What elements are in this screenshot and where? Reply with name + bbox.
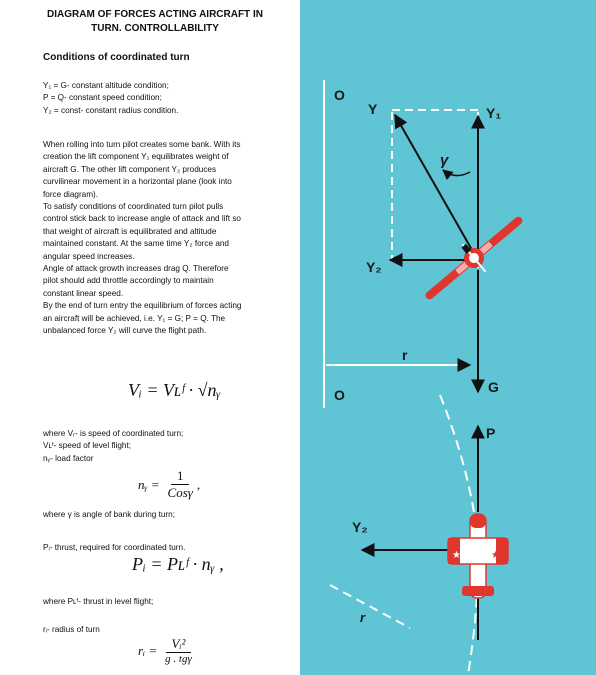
load-factor-fraction	[164, 468, 197, 501]
label-y2-bottom: Y₂	[352, 519, 368, 535]
gamma-arc	[443, 170, 470, 176]
body-line: force diagram).	[43, 189, 99, 199]
body-line: To satisfy conditions of coordinated turn pilot pulls	[43, 202, 224, 212]
body-line: constant linear speed.	[43, 288, 124, 298]
thrust-definition: where Pʟᶠ- thrust in level flight;	[43, 597, 154, 606]
condition-item: Y₂ = const- constant radius condition.	[43, 105, 179, 115]
condition-item: Y₁ = G- constant altitude condition;	[43, 81, 169, 90]
body-line: unbalanced force Y₂ will curve the flight path.	[43, 326, 207, 336]
definition-line: where Vᵣ- is speed of coordinated turn;	[43, 429, 184, 438]
label-y: Y	[368, 101, 378, 117]
load-factor-lhs: nᵧ =	[138, 476, 160, 492]
page-title	[30, 8, 280, 36]
force-diagram-svg	[300, 0, 596, 675]
body-line: creation the lift component Y₁ equilibrates weight of	[43, 152, 229, 162]
label-p: P	[486, 425, 496, 441]
body-line: When rolling into turn pilot creates some bank. With its	[43, 140, 241, 149]
body-line: an aircraft will be achieved, i.e. Y₁ = G; P = Q. The	[43, 313, 226, 323]
label-y2-top: Y₂	[366, 259, 382, 275]
aircraft-front-view	[415, 204, 533, 311]
body-line: pilot should add throttle accordingly to maintain	[43, 276, 214, 286]
body-line: control stick back to increase angle of attack and lift so	[43, 214, 241, 224]
definition-line: nᵧ- load factor	[43, 453, 94, 463]
load-factor-numerator: 1	[171, 468, 190, 485]
radius-lhs: rᵢ =	[138, 642, 158, 658]
body-line: that weight of aircraft is equilibrated and altitude	[43, 226, 217, 236]
title-line-1: DIAGRAM OF FORCES ACTING AIRCRAFT IN	[47, 9, 263, 20]
title-line-2: TURN. CONTROLLABILITY	[91, 23, 219, 34]
y-arrow	[395, 115, 472, 250]
formula-thrust: Pᵢ = Pʟᶠ · nᵧ ,	[132, 554, 224, 574]
body-line: Angle of attack growth increases drag Q. Therefore	[43, 264, 229, 274]
body-line: angular speed increases.	[43, 251, 135, 261]
thrust-label: Pᵢ- thrust, required for coordinated turn.	[43, 543, 186, 552]
bank-angle-definition: where γ is angle of bank during turn;	[43, 510, 175, 519]
radius-denominator: g . tgγ	[165, 653, 192, 665]
svg-text:★: ★	[491, 550, 500, 561]
radius-dashed-line	[330, 585, 410, 628]
label-r-top: r	[402, 347, 408, 363]
label-o-top: O	[334, 87, 345, 103]
radius-numerator: Vᵢ²	[166, 636, 192, 653]
body-line: curvilinear movement in a horizontal plane (look into	[43, 177, 232, 187]
conditions-list	[43, 80, 288, 117]
load-factor-denominator: Cosγ	[167, 485, 193, 500]
radius-label: rᵢ- radius of turn	[43, 625, 100, 634]
speed-definitions	[43, 428, 288, 465]
label-gamma: γ	[440, 152, 449, 169]
svg-text:★: ★	[452, 550, 461, 561]
label-r-bottom: r	[360, 610, 366, 625]
formula-speed: Vᵢ = Vʟᶠ · √nᵧ	[128, 380, 221, 400]
label-g: G	[488, 379, 499, 395]
body-line: aircraft G. The other lift component Y₂ produces	[43, 164, 217, 174]
formula-load-factor	[138, 468, 200, 501]
force-diagram	[300, 0, 596, 675]
definition-line: Vʟᶠ- speed of level flight;	[43, 441, 132, 451]
body-line: maintained constant. At the same time Y₂ force and	[43, 239, 229, 249]
load-factor-tail: ,	[196, 476, 201, 492]
radius-fraction	[161, 636, 196, 665]
section-heading: Conditions of coordinated turn	[43, 52, 190, 63]
label-y1: Y₁	[486, 105, 502, 121]
aircraft-top-view	[448, 514, 508, 598]
body-line: By the end of turn entry the equilibrium of forces acting	[43, 301, 242, 311]
label-o-bottom: O	[334, 387, 345, 403]
formula-radius	[138, 636, 196, 665]
condition-item: P = Q- constant speed condition;	[43, 93, 162, 103]
body-paragraphs	[43, 139, 288, 338]
